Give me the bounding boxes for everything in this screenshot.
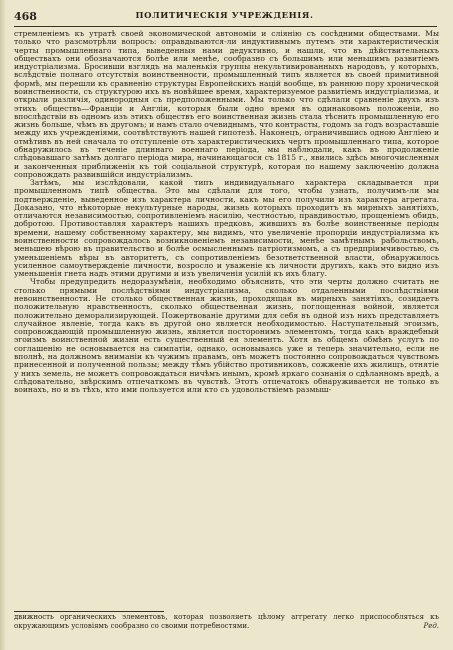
body-text xyxy=(14,30,439,394)
paragraph: стремленіемъ къ утратѣ своей экономической автономіи и сліянію съ сосѣдними обществами. Мы только что разсмотрѣли вопросъ: оправдываются-ли индуктивнымъ путемъ эти характеристическія черты промышленнаго типа, выведенныя нами дедуктивно, и нашли, что въ дѣйствительныхъ обществахъ они обозначаются болѣе или менѣе, сообразно съ большимъ или меньшимъ развитіемъ индустріализма. Бросивши взглядъ на маленькія группы некультивированныхъ народовъ, у которыхъ, вслѣдствіе полнаго отсутствія воинственности, промышленный типъ является въ своей примитивной формѣ, мы перешли къ сравненію структуры Европейскихъ націй вообще, въ раннюю пору хронической воинственности, съ структурою ихъ въ новѣйшее время, характеризуемое развитіемъ индустріализма, и открыли различія, одинородныя съ предположенными. Мы только что сдѣлали сравненіе двухъ изъ этихъ обществъ—Франціи и Англіи, которыя были одно время въ одинаковомъ положеніи, но впослѣдствіи въ одномъ изъ этихъ обществъ его воинственная жизнь стала тѣснить промышленную его жизнь больше, чѣмъ въ другомъ; и намъ стало очевиднымъ, что контрасты, годомъ за годъ возраставшіе между ихъ учрежденіями, соотвѣтствуютъ нашей гипотезѣ. Наконецъ, ограничившись одною Англіею и отмѣтивъ въ ней сначала то отступленіе отъ характеристическихъ чертъ промышленнаго типа, которое обнаружилось въ теченіе длиннаго военнаго періода, мы наблюдали, какъ въ продолженіе слѣдовавшаго затѣмъ долгаго періода мира, начинающагося съ 1815 г., явились здѣсь многочисленныя и законченныя приближенія къ той соціальной структурѣ, которая по нашему заключенію должна сопровождать развившійся индустріализмъ. xyxy=(14,29,439,179)
paragraph: Затѣмъ, мы изслѣдовали, какой типъ индивидуальнаго характера складывается при промышленномъ типѣ общества. Это мы сдѣлали для того, чтобы узнать, получимъ-ли мы подтвержденіе, выведенное изъ характера личности, какъ мы его получили изъ характера агрегата. Доказано, что нѣкоторые некультурные народы, жизнь которыхъ проходитъ въ мирныхъ занятіяхъ, отличаются независимостью, сопротивленіемъ насилію, честностью, правдивостью, прощеніемъ обидъ, добротою. Противоставляя характеръ нашихъ предковъ, жившихъ въ болѣе воинственные періоды времени, нашему собственному характеру, мы видимъ, что увеличеніе пропорціи индустріализма къ воинственности сопровождалось возникновеніемъ независимости, менѣе замѣтнымъ рабольствомъ, меньшею вѣрою въ правительство и болѣе осмысленнымъ патріотизмомъ, а съ предпріимчивостью, съ уменьшеніемъ вѣры въ авторитетъ, съ сопротивленіемъ безответственной власти, обнаружилось усиленное самоутвержденіе личности, возросло и уваженіе къ личности другихъ, какъ это видно изъ уменьшенія гнета надъ этими другими и изъ увеличенія усилій къ ихъ благу. xyxy=(14,178,439,279)
page-edge-shadow xyxy=(0,0,6,650)
header-rule xyxy=(14,26,437,27)
page-header xyxy=(14,10,435,24)
running-title: ПОЛИТИЧЕСКІЯ УЧРЕЖДЕНІЯ. xyxy=(135,11,314,21)
footnote-editor-mark: Ред. xyxy=(423,621,439,630)
paragraph: Чтобы предупредить недоразумѣнія, необходимо объяснить, что эти черты должно считать не столько прямыми послѣдствіями индустріализма, сколько отдаленными послѣдствіями невоинственности. Не столько общественная жизнь, проходящая въ мирныхъ занятіяхъ, созидаетъ положительную нравственность, сколько общественная жизнь, поглощенная войной, является положительно деморализирующей. Пожертвованіе другими для себя въ одной изъ нихъ представляетъ случайное явленіе, тогда какъ въ другой оно является необходимостью. Наступательный эгоизмъ, сопровождающій промышленную жизнь, является посторонимъ элементомъ, тогда какъ враждебный эгоизмъ воинственной жизни есть существенный ея элементъ. Хотя въ общемъ обмѣнъ услугъ по соглашенію не основывается на симпатіи, однако, основываясь уже и теперь значительно, если не вполнѣ, на должномъ вниманіи къ чужимъ правамъ, онъ можетъ постоянно сопровождаться чувствомъ принесенной и полученной пользы; между тѣмъ убійство противниковъ, сожженіе ихъ жилищъ, отнятіе у нихъ земель, не можетъ сопровождаться ничѣмъ инымъ, кромѣ яркаго сознанія о сдѣланномъ вредѣ, а слѣдовательно, звѣрскимъ отпечаткомъ въ чувствѣ. Этотъ отпечатокъ обнаруживается не только въ воинахъ, но и въ тѣхъ, кто ими пользуется или кто съ удовольствіемъ размыш- xyxy=(14,277,439,395)
footnote-text: движность органическихъ элементовъ, которая позволяетъ цѣлому аггрегату легко приспособляться къ окружающимъ условіямъ сообразно со своими потребностями. xyxy=(14,613,439,630)
footnote xyxy=(14,613,439,630)
footnote-rule xyxy=(14,611,164,612)
page-number: 468 xyxy=(14,10,37,23)
